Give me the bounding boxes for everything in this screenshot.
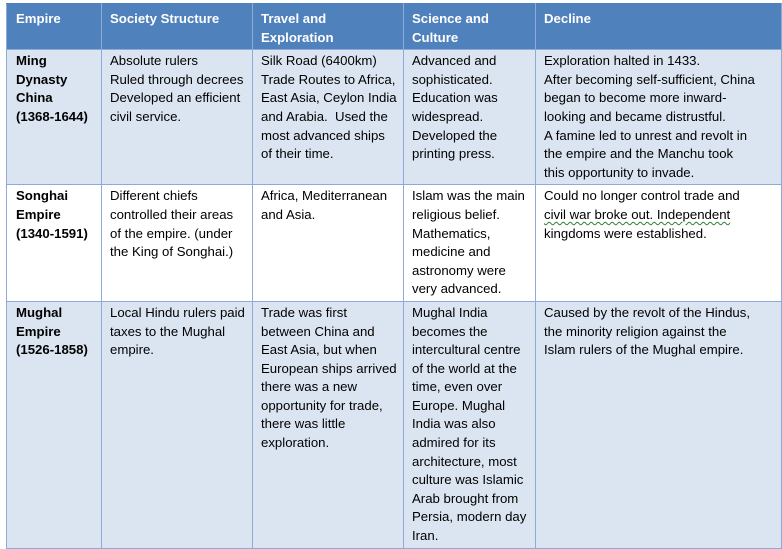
cell-line: Ruled through decrees	[110, 71, 244, 87]
cell-line: Silk Road (6400km)	[261, 53, 377, 69]
cell-empire	[7, 301, 102, 548]
header-travel-exploration: Travel and Exploration	[253, 4, 404, 50]
cell-empire	[7, 185, 102, 302]
cell-line: Different chiefs	[110, 188, 198, 204]
cell-line: (1340-1591)	[16, 225, 88, 241]
cell-line: and Arabia. Used the	[261, 108, 388, 124]
cell-line: Developed the	[412, 127, 498, 143]
cell-line: between China and	[261, 323, 375, 339]
cell-line: time, even over	[412, 379, 503, 395]
cell-travel-exploration	[253, 301, 404, 548]
cell-line: empire.	[110, 342, 154, 358]
cell-line: exploration.	[261, 435, 330, 451]
cell-line: the King of Songhai.)	[110, 244, 234, 260]
cell-line: Islam was the main	[412, 188, 525, 204]
cell-line: A famine led to unrest and revolt in	[544, 127, 748, 143]
cell-line: of the world at the	[412, 360, 517, 376]
empires-table	[6, 3, 782, 549]
cell-line: becomes the	[412, 323, 488, 339]
cell-line: Mughal India	[412, 304, 488, 320]
cell-line: Songhai	[16, 188, 69, 204]
cell-line: Empire	[16, 323, 61, 339]
cell-line: Mughal	[16, 304, 63, 320]
cell-line: printing press.	[412, 146, 495, 162]
cell-line: there was little	[261, 416, 346, 432]
cell-society-structure	[102, 50, 253, 185]
header-row	[7, 4, 782, 50]
cell-line: intercultural centre	[412, 342, 521, 358]
cell-line: Africa, Mediterranean	[261, 188, 388, 204]
cell-society-structure	[102, 185, 253, 302]
cell-line: taxes to the Mughal	[110, 323, 226, 339]
cell-line: Islam rulers of the Mughal empire.	[544, 342, 744, 358]
cell-line: Empire	[16, 206, 61, 222]
cell-line: Trade was first	[261, 304, 347, 320]
cell-line: Persia, modern day	[412, 509, 527, 525]
cell-line: of the empire. (under	[110, 225, 233, 241]
cell-line: Iran.	[412, 528, 439, 544]
cell-travel-exploration	[253, 50, 404, 185]
cell-decline	[536, 50, 782, 185]
cell-decline	[536, 185, 782, 302]
cell-line: medicine and	[412, 244, 491, 260]
cell-empire	[7, 50, 102, 185]
cell-line: Education was	[412, 90, 498, 106]
cell-line: the empire and the Manchu took	[544, 146, 734, 162]
cell-line: sophisticated.	[412, 71, 493, 87]
cell-line: kingdoms were established.	[544, 225, 707, 241]
cell-line: very advanced.	[412, 281, 502, 297]
cell-line: East Asia, but when	[261, 342, 377, 358]
cell-line: culture was Islamic	[412, 472, 524, 488]
header-empire: Empire	[7, 4, 102, 50]
cell-line: Advanced and	[412, 53, 497, 69]
cell-science-culture	[404, 50, 536, 185]
cell-line: civil war broke out. Independent	[544, 206, 731, 222]
cell-line: (1368-1644)	[16, 108, 88, 124]
cell-line: this opportunity to invade.	[544, 164, 695, 180]
cell-line: After becoming self-sufficient, China	[544, 71, 755, 87]
cell-line: the minority religion against the	[544, 323, 727, 339]
cell-line: widespread.	[412, 108, 484, 124]
cell-line: Exploration halted in 1433.	[544, 53, 701, 69]
cell-line: Ming	[16, 53, 47, 69]
cell-line: (1526-1858)	[16, 342, 88, 358]
cell-line: began to become more inward-	[544, 90, 727, 106]
cell-line: Could no longer control trade and	[544, 188, 740, 204]
cell-line: opportunity for trade,	[261, 397, 383, 413]
cell-line: Developed an efficient	[110, 90, 241, 106]
cell-line: India was also	[412, 416, 496, 432]
cell-decline	[536, 301, 782, 548]
cell-line: Arab brought from	[412, 490, 519, 506]
cell-line: Local Hindu rulers paid	[110, 304, 245, 320]
cell-line: civil service.	[110, 108, 182, 124]
cell-line: Absolute rulers	[110, 53, 198, 69]
cell-line: and Asia.	[261, 206, 316, 222]
cell-society-structure	[102, 301, 253, 548]
cell-line: most advanced ships	[261, 127, 385, 143]
header-decline: Decline	[536, 4, 782, 50]
cell-line: Europe. Mughal	[412, 397, 506, 413]
header-society-structure: Society Structure	[102, 4, 253, 50]
cell-travel-exploration	[253, 185, 404, 302]
cell-science-culture	[404, 301, 536, 548]
table-row-mughal	[7, 301, 782, 548]
table-row-songhai	[7, 185, 782, 302]
cell-line: religious belief.	[412, 206, 500, 222]
cell-line: East Asia, Ceylon India	[261, 90, 397, 106]
cell-line: China	[16, 90, 53, 106]
cell-line: of their time.	[261, 146, 334, 162]
cell-line: looking and became distrustful.	[544, 108, 726, 124]
cell-science-culture	[404, 185, 536, 302]
cell-line: Caused by the revolt of the Hindus,	[544, 304, 750, 320]
cell-line: Mathematics,	[412, 225, 491, 241]
cell-line: controlled their areas	[110, 206, 234, 222]
cell-line: Dynasty	[16, 71, 68, 87]
document-area	[6, 3, 782, 549]
cell-line: there was a new	[261, 379, 358, 395]
cell-line: architecture, most	[412, 453, 517, 469]
cell-line: astronomy were	[412, 262, 506, 278]
cell-line: Trade Routes to Africa,	[261, 71, 396, 87]
table-row-ming	[7, 50, 782, 185]
header-science-culture: Science and Culture	[404, 4, 536, 50]
cell-line: admired for its	[412, 435, 496, 451]
cell-line: European ships arrived	[261, 360, 397, 376]
